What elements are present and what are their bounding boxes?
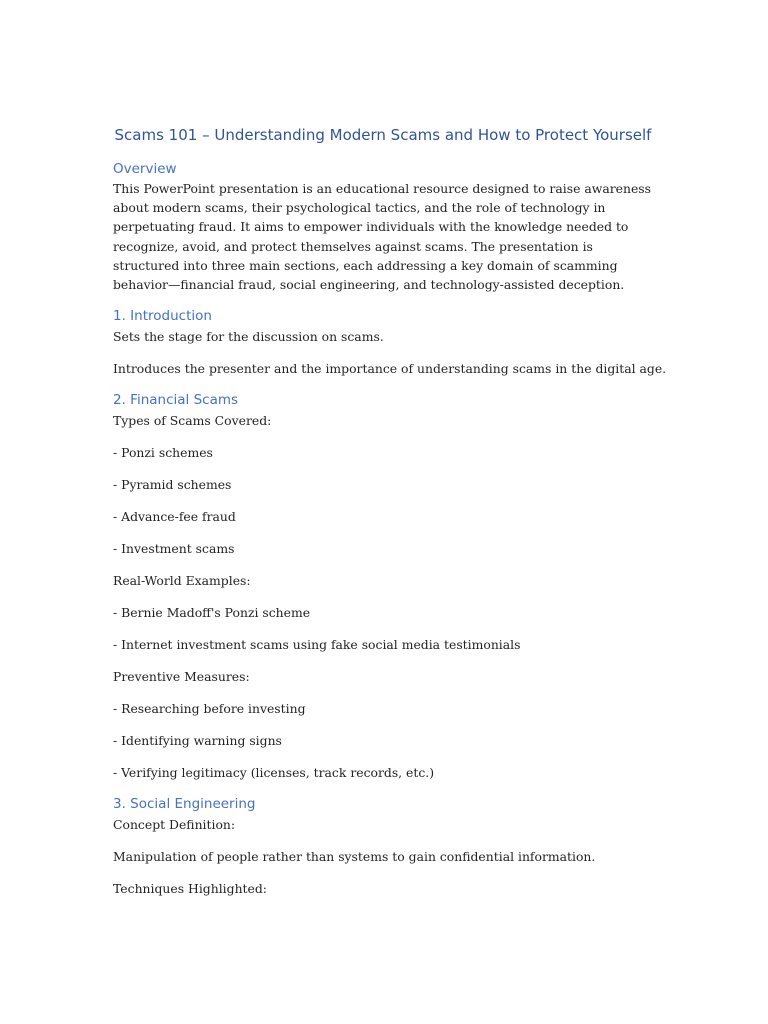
paragraph: Types of Scams Covered: xyxy=(113,413,272,429)
paragraph: - Ponzi schemes xyxy=(113,445,213,461)
paragraph: Preventive Measures: xyxy=(113,669,250,685)
paragraph: - Internet investment scams using fake social media testimonials xyxy=(113,637,521,653)
paragraph: Sets the stage for the discussion on scams. xyxy=(113,329,384,345)
overview-heading: Overview xyxy=(113,161,177,177)
document-content xyxy=(113,124,667,911)
paragraph: - Investment scams xyxy=(113,541,235,557)
paragraph: - Identifying warning signs xyxy=(113,733,282,749)
paragraph: Techniques Highlighted: xyxy=(113,881,267,897)
document-title: Scams 101 – Understanding Modern Scams and How to Protect Yourself xyxy=(114,126,652,144)
section-3 xyxy=(113,795,653,898)
paragraph: - Bernie Madoff's Ponzi scheme xyxy=(113,605,311,621)
section-2 xyxy=(113,391,653,782)
paragraph: Introduces the presenter and the importance of understanding scams in the digital age. xyxy=(113,361,667,377)
paragraph: Real-World Examples: xyxy=(113,573,251,589)
section-heading: 3. Social Engineering xyxy=(113,796,256,813)
paragraph: - Verifying legitimacy (licenses, track records, etc.) xyxy=(113,765,435,781)
paragraph: Manipulation of people rather than systems to gain confidential information. xyxy=(113,849,596,865)
paragraph: - Advance-fee fraud xyxy=(113,509,236,525)
section-body xyxy=(113,815,653,898)
overview-section xyxy=(113,160,653,294)
section-1 xyxy=(113,307,667,378)
section-body xyxy=(113,327,667,378)
section-heading: 2. Financial Scams xyxy=(113,392,239,409)
overview-paragraph: This PowerPoint presentation is an educational resource designed to raise awareness about modern scams, their psychological tactics, and the role of technology in perpetuating fraud. It aims to empower individuals with the knowledge needed to recognize, avoid, and protect themselves against scams. The presentation is structured into three main sections, each addressing a key domain of scamming behavior—financial fraud, social engineering, and technology-assisted deception. xyxy=(113,181,652,293)
paragraph: - Pyramid schemes xyxy=(113,477,232,493)
section-body xyxy=(113,411,653,782)
section-heading: 1. Introduction xyxy=(113,308,212,325)
paragraph: - Researching before investing xyxy=(113,701,306,717)
document-sections xyxy=(113,307,667,898)
paragraph: Concept Definition: xyxy=(113,817,236,833)
